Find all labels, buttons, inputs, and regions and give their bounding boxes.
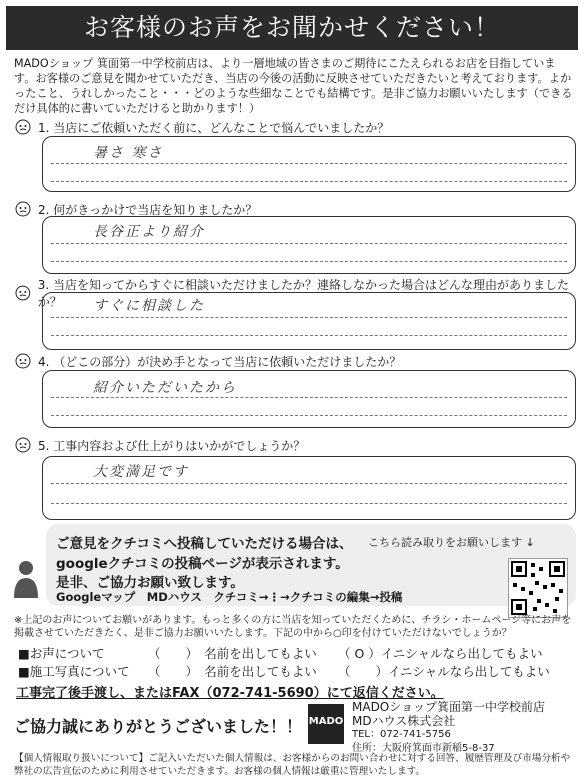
mado-logo: MADO <box>308 704 344 744</box>
answer-4-box[interactable] <box>42 370 576 428</box>
face-icon <box>14 284 32 302</box>
option-name-ok[interactable]: （ ） 名前を出してもよい <box>148 646 317 661</box>
question-5-label: 5. 工事内容および仕上がりはいかがでしょうか？ <box>38 438 306 453</box>
answer-5: 大変満足です <box>93 464 189 480</box>
answer-1-box[interactable] <box>42 136 576 192</box>
answer-3: すぐに相談した <box>93 298 205 314</box>
page-title: お客様のお声をお聞かせください！ <box>6 6 578 50</box>
qr-code-icon[interactable] <box>508 558 568 618</box>
option-initial-ok[interactable]: （ ）イニシャルなら出してもよい <box>338 664 550 679</box>
question-5 <box>14 436 305 454</box>
kuchikomi-line-2: googleクチコミの投稿ページが表示されます。 <box>56 556 349 572</box>
kuchikomi-line-3: 是非、ご協力お願い致します。 <box>56 575 244 591</box>
consent-row-photo: ■施工写真について （ ） 名前を出してもよい （ ）イニシャルなら出してもよい <box>18 664 550 679</box>
face-icon <box>14 436 32 454</box>
question-4 <box>14 352 401 370</box>
shop-info <box>352 700 545 756</box>
option-name-ok[interactable]: （ ） 名前を出してもよい <box>148 664 317 679</box>
answer-1: 暑さ 寒さ <box>93 145 164 161</box>
intro-text: MADOショップ 箕面第一中学校前店は、より一層地域の皆さまのご期待にこたえられるお店を目指しています。お客様のご意見を聞かせていただき、当店の今後の活動に反映させていただきたいと考えております。よかったこと、うれしかったこと・・・どのような些細なことでも結構です。是非ご協力お願いいたします（できるだけ具体的に書いていただけると助かります！） <box>14 57 573 115</box>
shop-tel: TEL：072-741-5756 <box>352 729 451 740</box>
answer-5-box[interactable] <box>42 456 576 520</box>
answer-4: 紹介いただいたから <box>93 380 237 396</box>
question-2-label: 2. 何がきっかけで当店を知りましたか？ <box>38 202 258 217</box>
consent-note: ※上記のお声についてお願いがあります。もっと多くの方に当店を知っていただくために、チラシ・ホームページ等にお声を掲載させていただきたく、是非ご協力お願いいたします。下記の中から○印を付けていただけないでしょうか？ <box>14 615 572 639</box>
company-name: MDハウス株式会社 <box>352 714 456 728</box>
thanks-text: ご協力誠にありがとうございました！！ <box>14 717 303 736</box>
kuchikomi-line-1: ご意見をクチコミへ投稿していただける場合は、 <box>56 536 353 552</box>
answer-2-box[interactable] <box>42 216 576 274</box>
kuchikomi-panel <box>46 524 576 606</box>
face-icon <box>14 352 32 370</box>
question-4-label: 4. （どこの部分）が決め手となって当店に依頼いただけましたか？ <box>38 354 402 369</box>
privacy-footer: 【個人情報取り扱いについて】ご記入いただいた個人情報は、お客様からのお問い合わせに対する回答、履歴管理及び市場分析や弊社の広告宣伝のために利用させていただきます。お客様の個人情報は厳重に管理いたします。 <box>14 753 571 777</box>
question-1-label: 1. 当店にご依頼いただく前に、どんなことで悩んでいましたか？ <box>38 120 390 135</box>
face-icon <box>14 200 32 218</box>
shop-name: MADOショップ箕面第一中学校前店 <box>352 700 546 714</box>
question-1 <box>14 118 389 136</box>
shop-address: 住所：大阪府箕面市新稲5-8-37 <box>352 743 495 754</box>
return-note: 工事完了後手渡し、またはFAX（072-741-5690）にて返信ください。 <box>16 686 444 701</box>
face-icon <box>14 118 32 136</box>
kuchikomi-line-4: Googleマップ MDハウス クチコミ→⋮→クチコミの編集→投稿 <box>56 590 403 604</box>
option-initial-ok[interactable]: （ O ）イニシャルなら出してもよい <box>338 646 543 661</box>
kuchikomi-qr-hint: こちら読み取りをお願いします ↓ <box>368 536 535 549</box>
person-icon <box>10 558 42 598</box>
answer-3-box[interactable] <box>42 292 576 350</box>
question-3-label: 3. 当店を知ってからすぐに相談いただけましたか？連絡しなかった場合はどんな理由がありましたか？ <box>37 278 569 309</box>
answer-2: 長谷正より紹介 <box>93 224 205 240</box>
consent-row-voice: ■お声について （ ） 名前を出してもよい （ O ）イニシャルなら出してもよい <box>18 646 543 661</box>
